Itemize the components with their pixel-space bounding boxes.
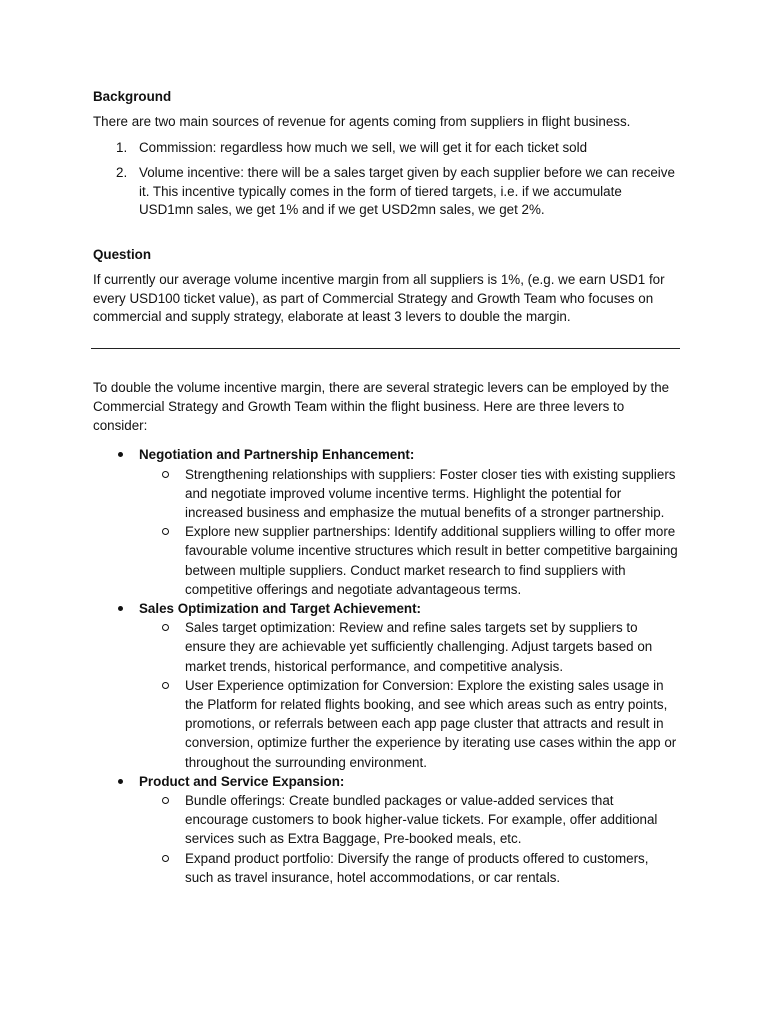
lever-title: Sales Optimization and Target Achievement: [139, 600, 422, 616]
circle-bullet-icon [162, 471, 169, 478]
lever-item [93, 772, 678, 887]
answer-intro: To double the volume incentive margin, there are several strategic levers can be employed by the Commercial Strategy and Growth Team within the flight business. Here are three levers to consider: [93, 379, 670, 434]
lever-point [139, 465, 678, 523]
document-content [93, 87, 678, 887]
lever-point-text: User Experience optimization for Conversion: Explore the existing sales usage in the Platform for related flights booking, and see which areas such as entry points, promotions, or referrals between each app page cluster that attracts and result in conversion, optimize further the experience by iterating use cases within the app or throughout the surrounding environment. [185, 677, 677, 770]
lever-point-text: Expand product portfolio: Diversify the range of products offered to customers, such as travel insurance, hotel accommodations, or car rentals. [185, 850, 649, 885]
bullet-icon [118, 779, 123, 784]
revenue-sources-list [93, 139, 678, 220]
lever-point [139, 849, 678, 887]
circle-bullet-icon [162, 855, 169, 862]
question-heading: Question [93, 246, 152, 262]
lever-point-text: Bundle offerings: Create bundled packages or value-added services that encourage customers to book higher-value tickets. For example, offer additional services such as Extra Baggage, Pre-booked meals, etc. [185, 793, 658, 847]
lever-title: Negotiation and Partnership Enhancement: [139, 447, 415, 463]
horizontal-divider [91, 348, 680, 349]
background-heading: Background [93, 89, 172, 104]
bullet-icon [118, 452, 123, 457]
lever-points [139, 618, 678, 772]
lever-title: Product and Service Expansion: [139, 773, 345, 789]
background-intro: There are two main sources of revenue for agents coming from suppliers in flight business. [93, 114, 631, 129]
list-item [93, 139, 678, 158]
list-item-text: Commission: regardless how much we sell, we will get it for each ticket sold [139, 139, 588, 155]
lever-item [93, 445, 678, 599]
circle-bullet-icon [162, 624, 169, 631]
lever-point [139, 522, 678, 599]
list-item-text: Volume incentive: there will be a sales target given by each supplier before we can receive it. This incentive typically comes in the form of tiered targets, i.e. if we accumulate USD1mn sales, we get 1% and if we get USD2mn sales, we get 2%. [139, 165, 675, 218]
circle-bullet-icon [162, 797, 169, 804]
bullet-icon [118, 606, 123, 611]
lever-point-text: Sales target optimization: Review and refine sales targets set by suppliers to ensure they are achievable yet sufficiently challenging. Adjust targets based on market trends, historical performance, and competitive analysis. [185, 620, 653, 674]
levers-list [93, 445, 678, 887]
lever-point [139, 676, 678, 772]
circle-bullet-icon [162, 528, 169, 535]
question-text: If currently our average volume incentive margin from all suppliers is 1%, (e.g. we earn USD1 for every USD100 ticket value), as part of Commercial Strategy and Growth Team who focuses on commercial and supply strategy, elaborate at least 3 levers to double the margin. [93, 271, 665, 325]
lever-point-text: Strengthening relationships with suppliers: Foster closer ties with existing suppliers and negotiate improved volume incentive terms. Highlight the potential for increased business and emphasize the mutual benefits of a stronger partnership. [185, 466, 676, 520]
list-item [93, 164, 678, 220]
list-number: 1. [116, 139, 128, 155]
lever-point [139, 618, 678, 676]
lever-item [93, 599, 678, 772]
list-number: 2. [116, 165, 128, 181]
lever-points [139, 791, 678, 887]
lever-points [139, 465, 678, 599]
lever-point-text: Explore new supplier partnerships: Identify additional suppliers willing to offer more favourable volume incentive structures which result in better competitive bargaining between multiple suppliers. Conduct market research to find suppliers with competitive offerings and negotiate advantageous terms. [185, 524, 678, 597]
circle-bullet-icon [162, 682, 169, 689]
lever-point [139, 791, 678, 849]
